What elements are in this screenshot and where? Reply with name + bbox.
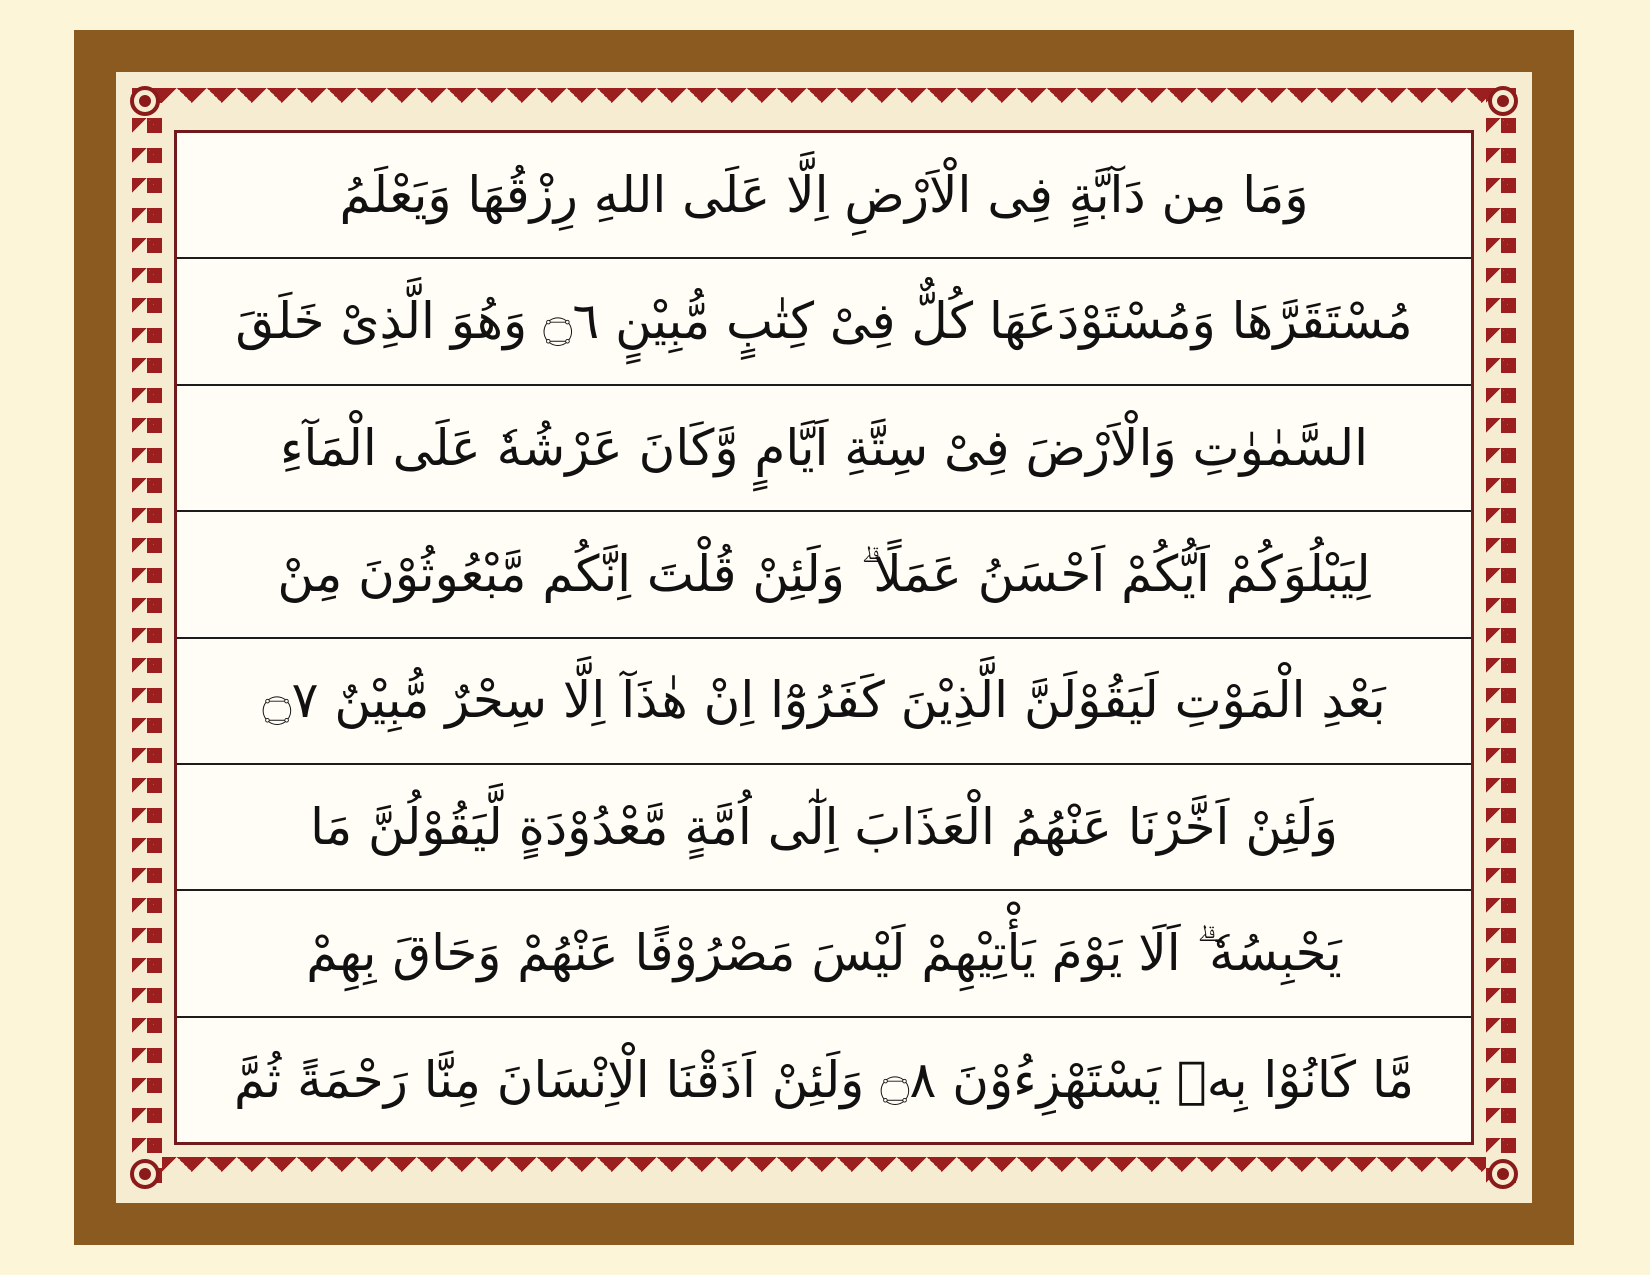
ayah-line-6 [177, 765, 1471, 891]
ayah-line-5 [177, 639, 1471, 765]
ayah-line-8-text: مَّا كَانُوْا بِهٖ يَسْتَهْزِءُوْنَ ۝٨ وَلَئِنْ اَذَقْنَا الْاِنْسَانَ مِنَّا رَحْمَةً ثُمَّ [234, 1050, 1414, 1109]
ayah-line-6-text: وَلَئِنْ اَخَّرْنَا عَنْهُمُ الْعَذَابَ اِلٰٓى اُمَّةٍ مَّعْدُوْدَةٍ لَّيَقُوْلُنَّ مَا [310, 797, 1338, 856]
ayah-line-4 [177, 512, 1471, 638]
decorative-border-band [116, 72, 1532, 1203]
ayah-line-1-text: وَمَا مِن دَآبَّةٍ فِى الْاَرْضِ اِلَّا عَلَى اللهِ رِزْقُهَا وَيَعْلَمُ [339, 165, 1309, 224]
ayah-line-2-text: مُسْتَقَرَّهَا وَمُسْتَوْدَعَهَا كُلٌّ فِىْ كِتٰبٍ مُّبِيْنٍ ۝٦ وَهُوَ الَّذِىْ خَلَقَ [235, 292, 1413, 351]
ayah-line-2 [177, 259, 1471, 385]
outer-brown-frame [74, 30, 1574, 1245]
ayah-line-4-text: لِيَبْلُوَكُمْ اَيُّكُمْ اَحْسَنُ عَمَلًا ۗ وَلَئِنْ قُلْتَ اِنَّكُم مَّبْعُوثُوْنَ مِنْ [277, 545, 1371, 604]
border-left-zigzag [132, 88, 162, 1187]
corner-medallion-top-left [130, 86, 160, 116]
border-bottom-zigzag [132, 1157, 1516, 1187]
corner-medallion-top-right [1488, 86, 1518, 116]
quran-text-panel [174, 130, 1474, 1145]
border-top-zigzag [132, 88, 1516, 118]
ayah-line-3-text: السَّمٰوٰتِ وَالْاَرْضَ فِىْ سِتَّةِ اَيَّامٍ وَّكَانَ عَرْشُهٗ عَلَى الْمَآءِ [279, 418, 1369, 477]
ayah-line-7-text: يَحْبِسُهٗ ۗ اَلَا يَوْمَ يَأْتِيْهِمْ لَيْسَ مَصْرُوْفًا عَنْهُمْ وَحَاقَ بِهِمْ [306, 924, 1342, 983]
corner-medallion-bottom-left [130, 1159, 160, 1189]
ayah-line-1 [177, 133, 1471, 259]
ayah-line-3 [177, 386, 1471, 512]
corner-medallion-bottom-right [1488, 1159, 1518, 1189]
ayah-line-5-text: بَعْدِ الْمَوْتِ لَيَقُوْلَنَّ الَّذِيْنَ كَفَرُوْٓا اِنْ هٰذَآ اِلَّا سِحْرٌ مُّبِيْنٌ ۝٧ [262, 671, 1386, 730]
ayah-line-8 [177, 1018, 1471, 1142]
ayah-lines-container [177, 133, 1471, 1142]
ayah-line-7 [177, 891, 1471, 1017]
border-right-zigzag [1486, 88, 1516, 1187]
